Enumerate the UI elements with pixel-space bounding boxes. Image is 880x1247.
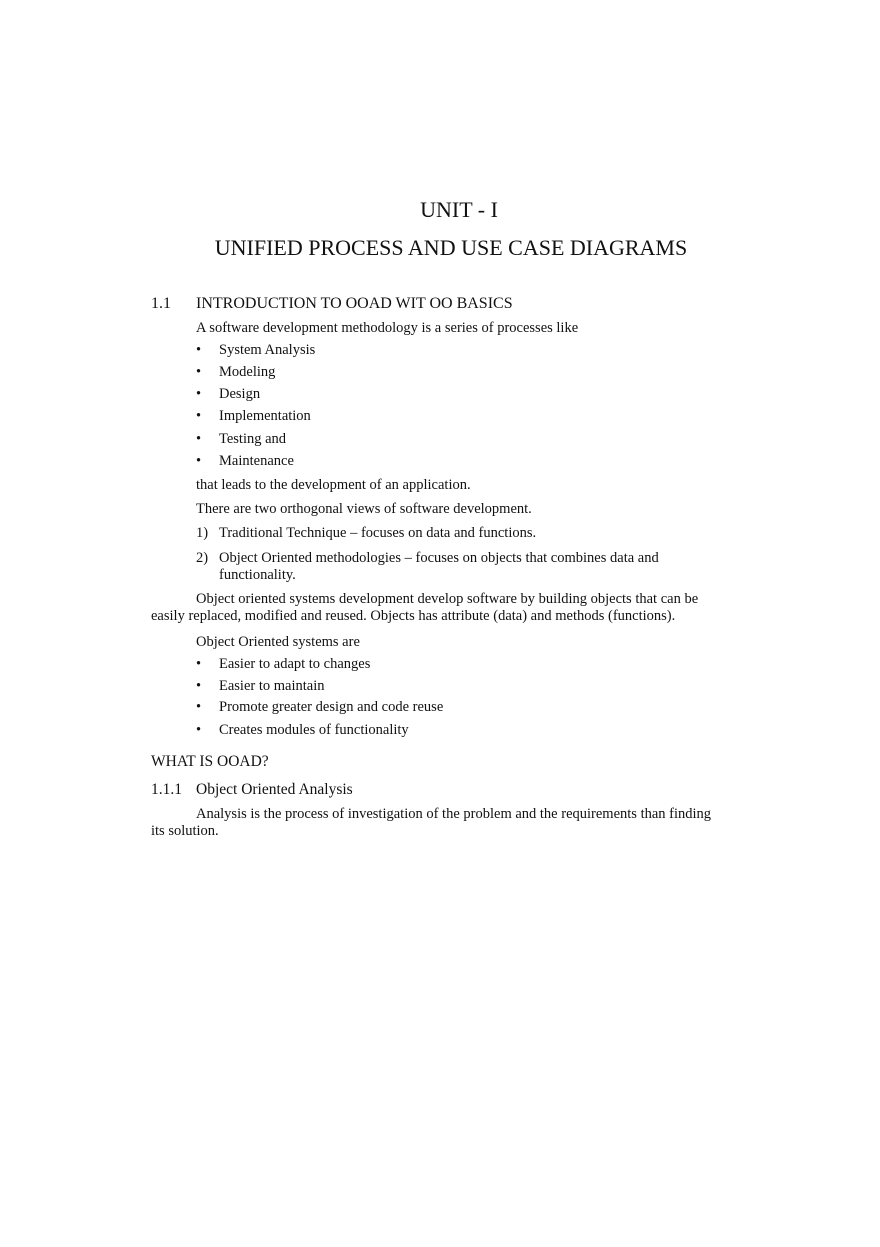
benefit-item: Easier to maintain xyxy=(219,678,325,694)
section-number: 1.1 xyxy=(151,295,171,312)
benefit-item: Promote greater design and code reuse xyxy=(219,699,444,715)
document-title: UNIFIED PROCESS AND USE CASE DIAGRAMS xyxy=(214,235,688,260)
bullet-marker: • xyxy=(196,722,202,738)
bullet-marker: • xyxy=(196,656,202,672)
process-item: Implementation xyxy=(219,408,311,424)
view-text-continued: functionality. xyxy=(219,567,296,583)
views-intro: There are two orthogonal views of software development. xyxy=(196,501,532,517)
process-item: Design xyxy=(219,386,261,402)
analysis-line: Analysis is the process of investigation of the problem and the requirements than finding xyxy=(196,806,712,822)
bullet-marker: • xyxy=(196,342,202,358)
bullet-marker: • xyxy=(196,408,202,424)
oo-paragraph-line: Object oriented systems development develop software by building objects that can be xyxy=(196,591,699,607)
what-is-heading: WHAT IS OOAD? xyxy=(151,753,269,770)
view-number: 2) xyxy=(196,550,209,566)
view-text: Object Oriented methodologies – focuses on objects that combines data and xyxy=(219,550,659,566)
section-heading: INTRODUCTION TO OOAD WIT OO BASICS xyxy=(196,295,513,312)
view-text: Traditional Technique – focuses on data and functions. xyxy=(219,525,537,541)
process-item: Maintenance xyxy=(219,453,294,469)
process-item: Modeling xyxy=(219,364,276,380)
oo-systems-intro: Object Oriented systems are xyxy=(196,634,360,650)
process-item: Testing and xyxy=(219,431,287,447)
bullet-marker: • xyxy=(196,699,202,715)
oo-paragraph-line: easily replaced, modified and reused. Objects has attribute (data) and methods (functions). xyxy=(151,608,676,624)
bullet-marker: • xyxy=(196,386,202,402)
subsection-heading: Object Oriented Analysis xyxy=(196,781,353,798)
bullet-marker: • xyxy=(196,364,202,380)
unit-title: UNIT - I xyxy=(420,197,498,222)
benefit-item: Creates modules of functionality xyxy=(219,722,409,738)
benefit-item: Easier to adapt to changes xyxy=(219,656,371,672)
bullet-marker: • xyxy=(196,453,202,469)
intro-text: A software development methodology is a series of processes like xyxy=(196,320,579,336)
subsection-number: 1.1.1 xyxy=(151,781,182,798)
bullet-marker: • xyxy=(196,431,202,447)
analysis-line: its solution. xyxy=(151,823,219,839)
process-item: System Analysis xyxy=(219,342,316,358)
bullet-marker: • xyxy=(196,678,202,694)
leads-text: that leads to the development of an application. xyxy=(196,477,471,493)
view-number: 1) xyxy=(196,525,209,541)
